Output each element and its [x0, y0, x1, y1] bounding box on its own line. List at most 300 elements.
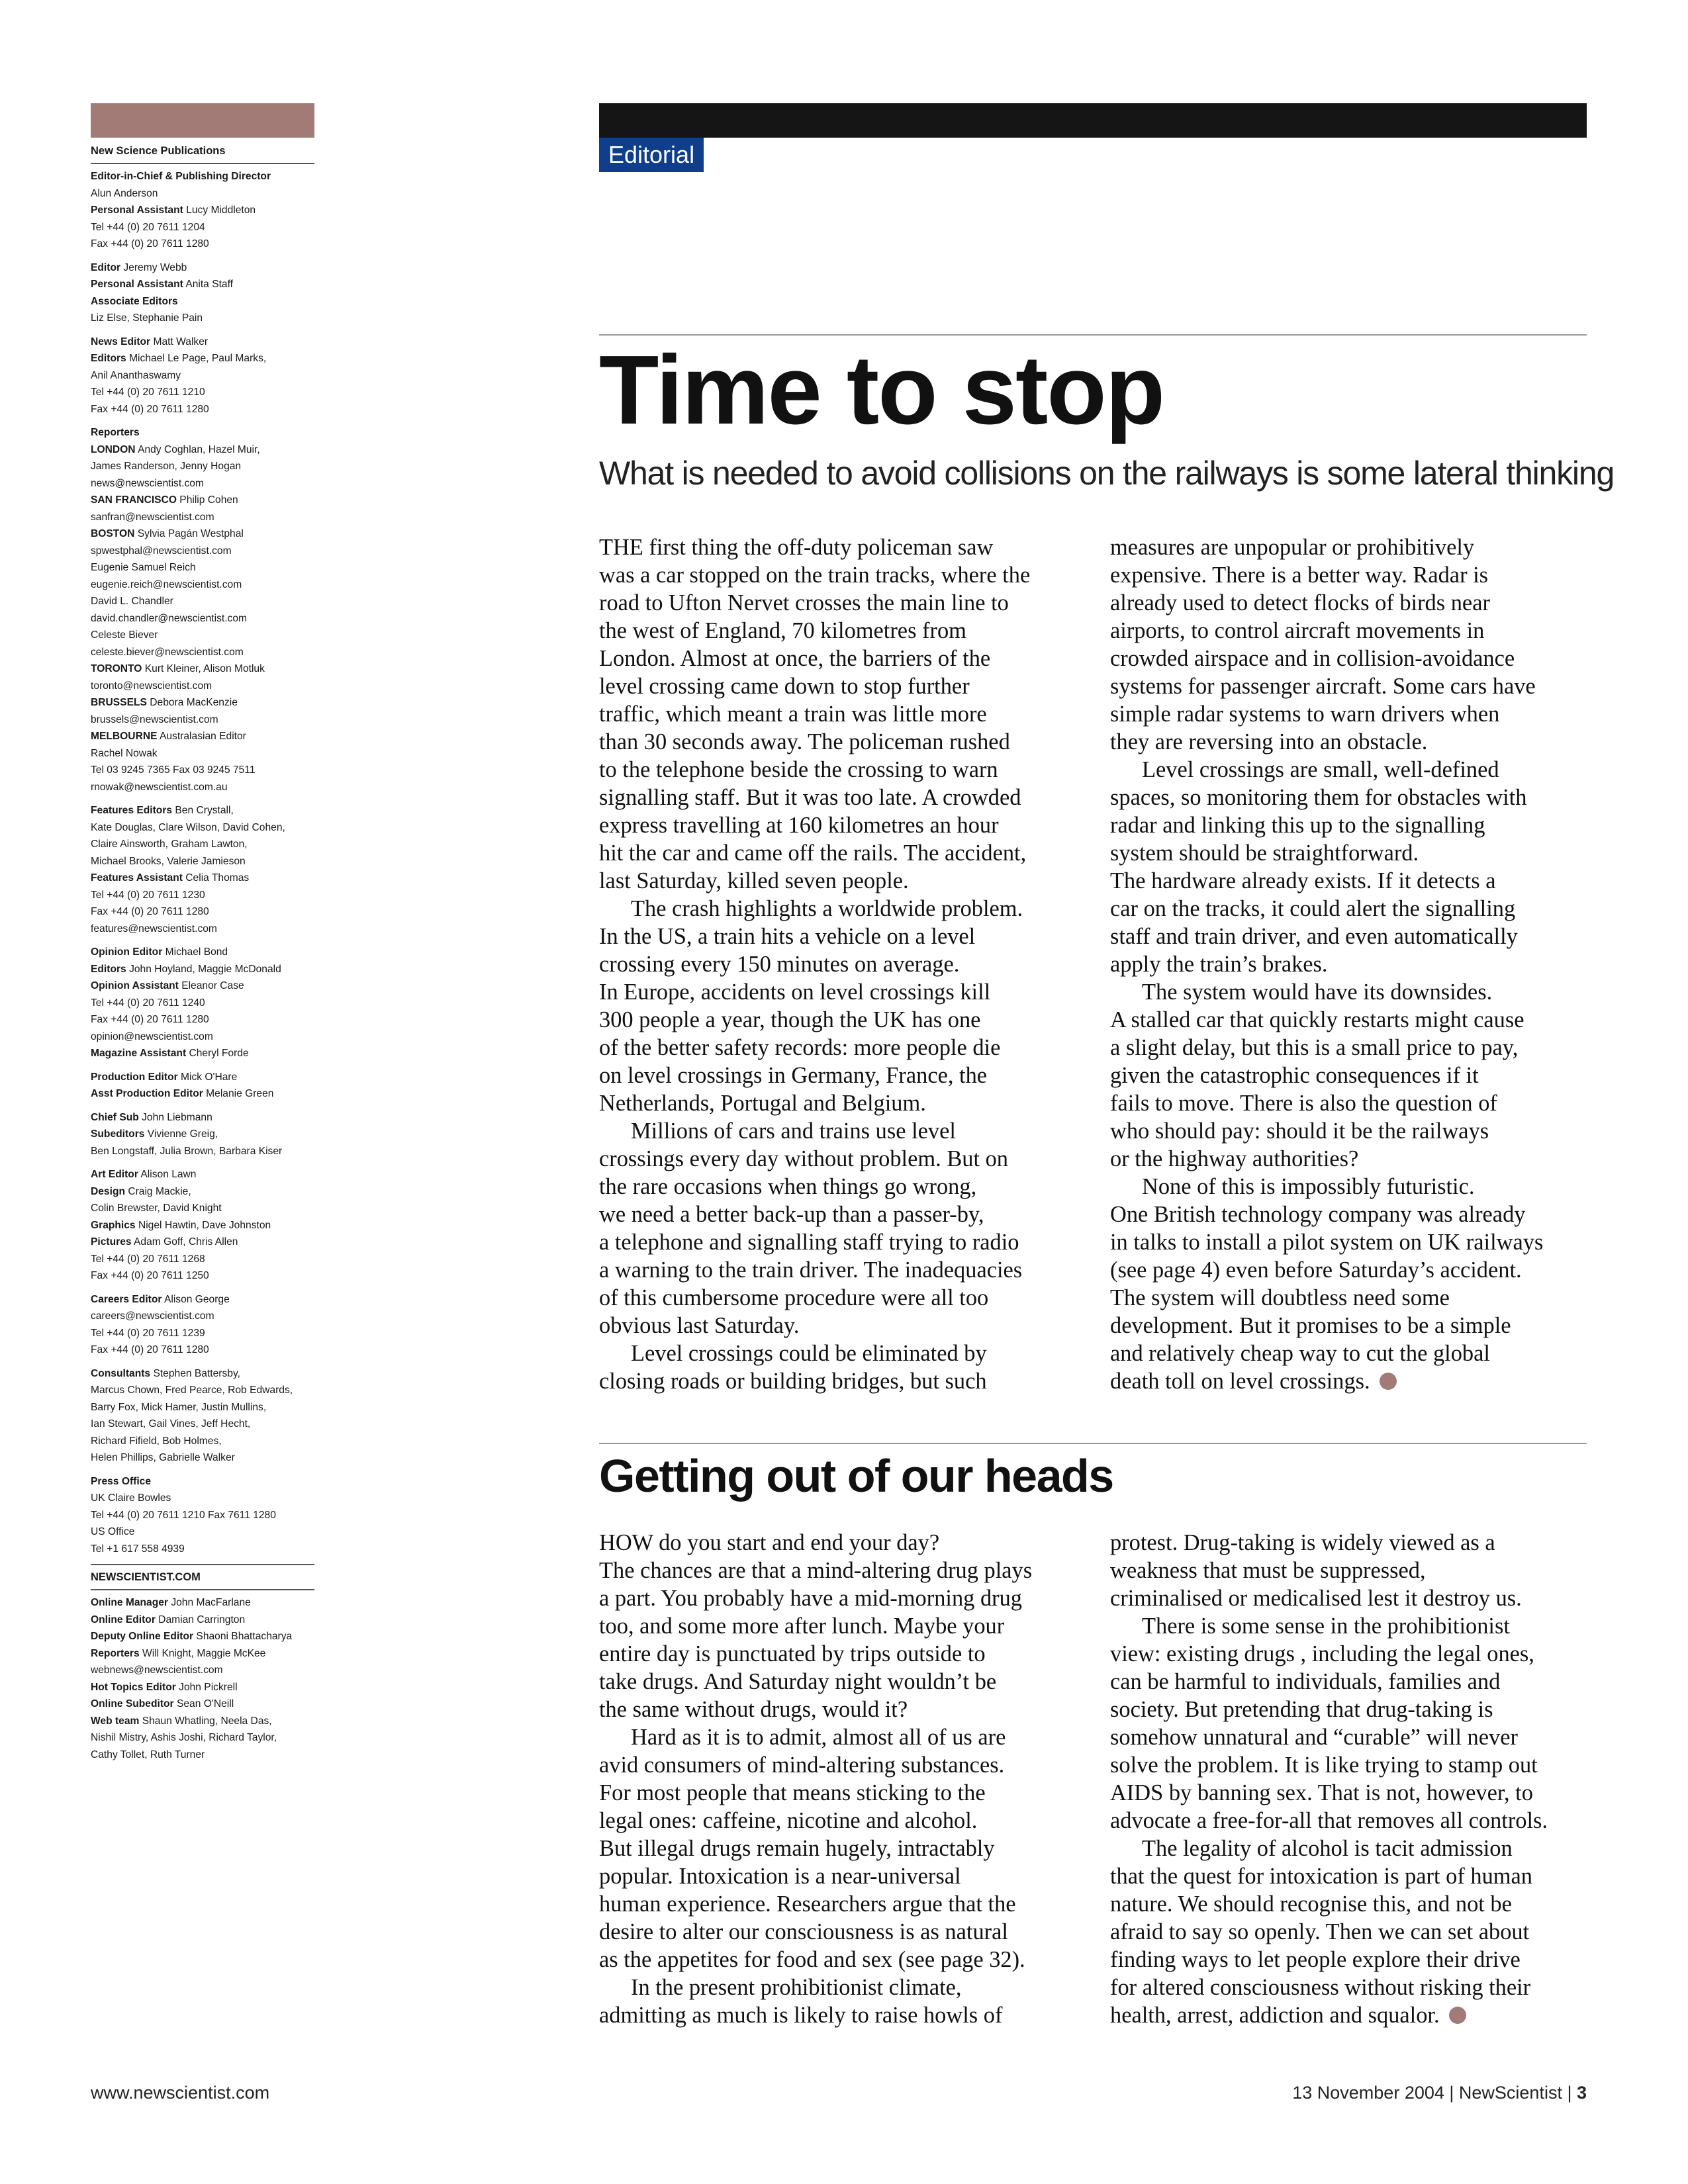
masthead-entry: Ian Stewart, Gail Vines, Jeff Hecht, — [91, 1418, 251, 1430]
article-line — [1110, 1312, 1587, 1340]
article-line-text: advocate a free-for-all that removes all controls. — [1110, 1808, 1548, 1833]
online-staff-list — [91, 1594, 314, 1763]
article-line — [1110, 672, 1587, 700]
article-line — [599, 1228, 1082, 1256]
masthead-entry: Cathy Tollet, Ruth Turner — [91, 1749, 205, 1760]
masthead-line — [91, 492, 314, 509]
article-line-text: Level crossings are small, well-defined — [1142, 757, 1499, 782]
masthead-line — [91, 1747, 314, 1764]
masthead-entry: opinion@newscientist.com — [91, 1030, 213, 1042]
masthead-line — [91, 1612, 314, 1629]
article-line — [599, 617, 1082, 645]
masthead-entry: Helen Phillips, Gabrielle Walker — [91, 1452, 235, 1463]
online-title: NEWSCIENTIST.COM — [91, 1564, 314, 1590]
article-line — [599, 1974, 1082, 2001]
article-line-text: was a car stopped on the train tracks, where the — [599, 563, 1031, 588]
masthead-line — [91, 1729, 314, 1747]
masthead-entry: Michael Le Page, Paul Marks, — [129, 353, 267, 364]
masthead-line — [91, 401, 314, 418]
article-line-text: a telephone and signalling staff trying to radio — [599, 1230, 1019, 1255]
masthead-entry: Tel +44 (0) 20 7611 1230 — [91, 889, 205, 901]
masthead-entry: Will Knight, Maggie McKee — [142, 1647, 266, 1659]
article-line — [599, 589, 1082, 617]
masthead-line — [91, 1365, 314, 1383]
article-line — [1110, 950, 1587, 978]
masthead-entry: Tel +44 (0) 20 7611 1239 — [91, 1327, 205, 1339]
article-line — [599, 1284, 1082, 1312]
article-line-text: The hardware already exists. If it detects a — [1110, 868, 1496, 893]
article-line-text: Millions of cars and trains use level — [631, 1118, 956, 1144]
footer-date — [1258, 2081, 1587, 2105]
masthead-line — [91, 1109, 314, 1126]
article-line-text: Level crossings could be eliminated by — [631, 1341, 987, 1366]
article-line — [599, 561, 1082, 589]
article-line-text: In Europe, accidents on level crossings kill — [599, 979, 991, 1005]
masthead-entry: news@newscientist.com — [91, 477, 204, 489]
masthead-entry: Ben Longstaff, Julia Brown, Barbara Kiser — [91, 1145, 283, 1157]
article-column — [599, 1529, 1082, 2029]
article-subhead: What is needed to avoid collisions on the railways is some lateral thinking — [599, 455, 1615, 492]
masthead-entry: careers@newscientist.com — [91, 1310, 214, 1322]
article-line — [1110, 533, 1587, 561]
masthead-block — [91, 259, 314, 327]
article-line — [599, 1340, 1082, 1367]
masthead-line — [91, 1662, 314, 1679]
masthead-role: Features Assistant — [91, 872, 183, 884]
masthead-line — [91, 1183, 314, 1201]
article-line-text: The crash highlights a worldwide problem. — [631, 896, 1023, 921]
masthead-line — [91, 1267, 314, 1285]
masthead-entry: Fax +44 (0) 20 7611 1280 — [91, 1014, 209, 1025]
article-line — [1110, 1062, 1587, 1089]
article-line-text: measures are unpopular or prohibitively — [1110, 535, 1475, 560]
masthead-entry: Damian Carrington — [158, 1614, 246, 1625]
masthead-role: Editor — [91, 261, 121, 273]
masthead-entry: John MacFarlane — [171, 1597, 251, 1608]
article-line-text: traffic, which meant a train was little more — [599, 702, 987, 727]
article-line — [1110, 1173, 1587, 1201]
masthead-line — [91, 903, 314, 921]
article-line-text: human experience. Researchers argue that the — [599, 1891, 1016, 1917]
masthead-entry: sanfran@newscientist.com — [91, 511, 214, 523]
masthead-line — [91, 1679, 314, 1696]
masthead-entry: spwestphal@newscientist.com — [91, 545, 232, 557]
article-line-text: level crossing came down to stop further — [599, 674, 970, 699]
masthead-entry: Michael Bond — [165, 946, 228, 958]
masthead-entry: rnowak@newscientist.com.au — [91, 781, 228, 793]
article-line-text: crowded airspace and in collision-avoidance — [1110, 646, 1515, 671]
article-line — [1110, 617, 1587, 645]
masthead-line — [91, 1308, 314, 1325]
masthead-line — [91, 921, 314, 938]
article-line — [1110, 1946, 1587, 1974]
masthead-role: Deputy Online Editor — [91, 1631, 194, 1642]
masthead-entry: Stephen Battersby, — [153, 1367, 240, 1379]
masthead-line — [91, 995, 314, 1012]
article-line — [599, 1256, 1082, 1284]
masthead-entry: Fax +44 (0) 20 7611 1280 — [91, 906, 209, 917]
masthead-block — [91, 1365, 314, 1467]
masthead-role: Pictures — [91, 1236, 132, 1248]
article-line — [599, 1201, 1082, 1228]
masthead-line — [91, 762, 314, 779]
article-line-text: admitting as much is likely to raise howls of — [599, 2003, 1003, 2028]
masthead-entry: Fax +44 (0) 20 7611 1250 — [91, 1270, 209, 1281]
masthead-entry: david.chandler@newscientist.com — [91, 612, 247, 624]
article-line-text: and relatively cheap way to cut the global — [1110, 1341, 1490, 1366]
masthead-entry: Sylvia Pagán Westphal — [137, 528, 244, 539]
masthead-line — [91, 1507, 314, 1524]
masthead-role: Reporters — [91, 427, 140, 438]
masthead-block — [91, 1473, 314, 1558]
masthead-line — [91, 1416, 314, 1433]
article-line — [599, 1640, 1082, 1668]
masthead-line — [91, 836, 314, 853]
masthead-line — [91, 1628, 314, 1645]
article-line — [599, 978, 1082, 1006]
article-line-text: obvious last Saturday. — [599, 1313, 800, 1338]
article-line — [599, 1006, 1082, 1034]
masthead-entry: features@newscientist.com — [91, 923, 217, 934]
article-line-text: A stalled car that quickly restarts might cause — [1110, 1007, 1524, 1032]
masthead-role: Editors — [91, 963, 126, 975]
masthead-role: Subeditors — [91, 1128, 145, 1140]
article-line — [1110, 1006, 1587, 1034]
masthead-line — [91, 678, 314, 695]
article-line — [1110, 1862, 1587, 1890]
masthead-line — [91, 1166, 314, 1183]
article-line-text: a slight delay, but this is a small price to pay, — [1110, 1035, 1519, 1060]
masthead-line — [91, 543, 314, 560]
masthead-role: SAN FRANCISCO — [91, 494, 177, 506]
masthead-line — [91, 219, 314, 236]
masthead-line — [91, 1342, 314, 1359]
masthead-role: Magazine Assistant — [91, 1048, 187, 1059]
article-line — [599, 1062, 1082, 1089]
masthead-entry: Rachel Nowak — [91, 747, 158, 759]
article-line — [1110, 1974, 1587, 2001]
article-line-text: 300 people a year, though the UK has one — [599, 1007, 981, 1032]
article-line-text: express travelling at 160 kilometres an hour — [599, 813, 999, 838]
masthead-entry: Alison Lawn — [140, 1169, 197, 1180]
masthead-role: Graphics — [91, 1219, 136, 1231]
masthead-role: Production Editor — [91, 1071, 178, 1083]
masthead-line — [91, 1541, 314, 1558]
article-line — [1110, 1089, 1587, 1117]
masthead-line — [91, 1200, 314, 1217]
masthead-line — [91, 1045, 314, 1062]
masthead-entry: Tel +44 (0) 20 7611 1240 — [91, 997, 205, 1009]
article-line-text: system should be straightforward. — [1110, 841, 1419, 866]
article-line-text: view: existing drugs , including the legal ones, — [1110, 1641, 1534, 1666]
masthead-color-bar — [91, 103, 314, 138]
masthead-entry: eugenie.reich@newscientist.com — [91, 578, 242, 590]
masthead-role: Editor-in-Chief & Publishing Director — [91, 171, 271, 182]
article-line-text: THE first thing the off-duty policeman saw — [599, 535, 994, 560]
masthead-entry: Jeremy Webb — [123, 261, 187, 273]
masthead-line — [91, 276, 314, 293]
masthead-entry: Eugenie Samuel Reich — [91, 562, 196, 573]
article-headline: Time to stop — [599, 336, 1164, 445]
masthead-entry: Richard Fifield, Bob Holmes, — [91, 1435, 222, 1447]
article-line — [1110, 1612, 1587, 1640]
article-line — [1110, 1696, 1587, 1723]
masthead-entry: Liz Else, Stephanie Pain — [91, 312, 203, 324]
masthead-entry: Melanie Green — [206, 1088, 274, 1099]
article-line — [1110, 1201, 1587, 1228]
article-line — [1110, 1145, 1587, 1173]
masthead-line — [91, 334, 314, 351]
article-line-text: expensive. There is a better way. Radar is — [1110, 563, 1489, 588]
masthead-line — [91, 1524, 314, 1541]
masthead-entry: Craig Mackie, — [128, 1185, 191, 1197]
masthead-role: Online Manager — [91, 1597, 168, 1608]
article-line-text: to the telephone beside the crossing to warn — [599, 757, 998, 782]
masthead-entry: brussels@newscientist.com — [91, 713, 218, 725]
article-line-text: For most people that means sticking to the — [599, 1780, 986, 1805]
masthead-entry: John Liebmann — [142, 1111, 212, 1123]
article-line-text: In the US, a train hits a vehicle on a level — [599, 924, 976, 949]
article-line-text: the west of England, 70 kilometres from — [599, 618, 966, 643]
article-line — [1110, 1584, 1587, 1612]
masthead-line — [91, 475, 314, 492]
masthead-line — [91, 961, 314, 978]
masthead-role: Asst Production Editor — [91, 1088, 203, 1099]
masthead-entry: Alun Anderson — [91, 187, 158, 199]
masthead-line — [91, 559, 314, 576]
masthead-entry: James Randerson, Jenny Hogan — [91, 461, 242, 472]
masthead-block — [91, 168, 314, 253]
masthead-line — [91, 944, 314, 961]
article-line-text: last Saturday, killed seven people. — [599, 868, 909, 893]
masthead-line — [91, 1325, 314, 1342]
masthead-line — [91, 1433, 314, 1450]
article-line-text: the rare occasions when things go wrong, — [599, 1174, 977, 1199]
masthead-entry: Philip Cohen — [179, 494, 238, 506]
article-line — [599, 784, 1082, 811]
masthead-entry: Andy Coghlan, Hazel Muir, — [138, 443, 260, 455]
article-column — [1110, 533, 1587, 1395]
article-line-text: we need a better back-up than a passer-by, — [599, 1202, 984, 1227]
masthead-block — [91, 334, 314, 418]
article-line — [599, 700, 1082, 728]
article-line-text: somehow unnatural and “curable” will never — [1110, 1725, 1518, 1750]
masthead-line — [91, 424, 314, 441]
article-line — [599, 1835, 1082, 1862]
masthead-role: Personal Assistant — [91, 279, 183, 290]
article-line — [599, 950, 1082, 978]
article-line — [1110, 756, 1587, 784]
article-line-text: protest. Drug-taking is widely viewed as a — [1110, 1530, 1495, 1555]
article-line — [1110, 645, 1587, 672]
article-line-text: solve the problem. It is like trying to stamp out — [1110, 1752, 1538, 1778]
article-line — [599, 1557, 1082, 1584]
masthead-entry: Colin Brewster, David Knight — [91, 1203, 222, 1214]
article-line-text: signalling staff. But it was too late. A crowded — [599, 785, 1021, 810]
article-line — [599, 2001, 1082, 2029]
article-line-text: apply the train’s brakes. — [1110, 952, 1328, 977]
article-line — [599, 672, 1082, 700]
article-line — [1110, 839, 1587, 867]
article-line-text: Hard as it is to admit, almost all of us are — [631, 1725, 1006, 1750]
article-line-text: spaces, so monitoring them for obstacles with — [1110, 785, 1527, 810]
masthead-line — [91, 525, 314, 543]
article-line-text: But illegal drugs remain hugely, intractably — [599, 1836, 995, 1861]
article-line — [1110, 895, 1587, 923]
article-line — [1110, 1367, 1587, 1395]
article-line — [599, 923, 1082, 950]
masthead-line — [91, 1645, 314, 1662]
masthead-line — [91, 802, 314, 819]
article-line-text: afraid to say so openly. Then we can set about — [1110, 1919, 1530, 1944]
masthead-role: Consultants — [91, 1367, 151, 1379]
article-line-text: of the better safety records: more people die — [599, 1035, 1001, 1060]
masthead-role: MELBOURNE — [91, 731, 158, 742]
masthead-entry: Nigel Hawtin, Dave Johnston — [138, 1219, 271, 1231]
masthead-entry: Michael Brooks, Valerie Jamieson — [91, 855, 246, 867]
article-line-text: London. Almost at once, the barriers of the — [599, 646, 991, 671]
article-line — [599, 1584, 1082, 1612]
footer-date-text: 13 November 2004 | NewScientist | — [1292, 2083, 1577, 2103]
masthead-line — [91, 293, 314, 310]
article-headline: Getting out of our heads — [599, 1450, 1113, 1502]
masthead-entry: Australasian Editor — [159, 731, 246, 742]
masthead-role: Editors — [91, 353, 126, 364]
article-line-text: who should pay: should it be the railways — [1110, 1118, 1489, 1144]
masthead-role: BRUSSELS — [91, 697, 147, 708]
article-line — [599, 1668, 1082, 1696]
masthead-line — [91, 1473, 314, 1490]
section-label: Editorial — [599, 138, 704, 172]
article-line-text: AIDS by banning sex. That is not, however, to — [1110, 1780, 1533, 1805]
masthead-block — [91, 944, 314, 1062]
article-line — [599, 1173, 1082, 1201]
article-line-text: The chances are that a mind-altering drug plays — [599, 1558, 1033, 1583]
masthead-entry: Ben Crystall, — [175, 805, 234, 816]
masthead-role: Associate Editors — [91, 295, 178, 307]
article-line — [1110, 1779, 1587, 1807]
article-line-text: The system will doubtless need some — [1110, 1285, 1450, 1310]
masthead-role: BOSTON — [91, 528, 135, 539]
article-line-text: death toll on level crossings. — [1110, 1369, 1370, 1394]
article-line — [599, 1918, 1082, 1946]
masthead-block — [91, 1069, 314, 1103]
article-line — [599, 1696, 1082, 1723]
masthead-line — [91, 168, 314, 185]
article-line — [599, 1723, 1082, 1751]
masthead-entry: David L. Chandler — [91, 596, 173, 607]
masthead-line — [91, 236, 314, 253]
article-line — [1110, 700, 1587, 728]
article-line — [599, 1367, 1082, 1395]
article-column — [599, 533, 1082, 1395]
article-line-text: road to Ufton Nervet crosses the main line to — [599, 590, 1009, 615]
article-line-text: HOW do you start and end your day? — [599, 1530, 940, 1555]
masthead-entry: Debora MacKenzie — [150, 697, 238, 708]
page-number: 3 — [1576, 2083, 1587, 2103]
masthead-entry: UK Claire Bowles — [91, 1492, 171, 1504]
masthead-entry: Barry Fox, Mick Hamer, Justin Mullins, — [91, 1401, 267, 1413]
article-line — [599, 839, 1082, 867]
masthead-role: Web team — [91, 1715, 140, 1727]
article-line-text: on level crossings in Germany, France, the — [599, 1063, 988, 1088]
masthead-entry: Fax +44 (0) 20 7611 1280 — [91, 403, 209, 415]
article-line-text: the same without drugs, would it? — [599, 1697, 908, 1722]
footer-url: www.newscientist.com — [91, 2083, 270, 2103]
article-line — [1110, 1529, 1587, 1557]
article-line-text: The legality of alcohol is tacit admission — [1142, 1836, 1513, 1861]
article-line — [1110, 1557, 1587, 1584]
masthead-entry: Tel +1 617 558 4939 — [91, 1543, 185, 1555]
masthead-line — [91, 593, 314, 610]
masthead-entry: US Office — [91, 1526, 135, 1537]
masthead-entry: Shaun Whatling, Neela Das, — [142, 1715, 272, 1727]
masthead-entry: Marcus Chown, Fred Pearce, Rob Edwards, — [91, 1385, 293, 1396]
masthead-role: Online Subeditor — [91, 1698, 174, 1709]
article-line-text: as the appetites for food and sex (see page 32). — [599, 1947, 1025, 1972]
article-line — [599, 1145, 1082, 1173]
article-line — [599, 728, 1082, 756]
article-line — [1110, 1807, 1587, 1835]
article-line — [1110, 1668, 1587, 1696]
masthead-line — [91, 745, 314, 762]
masthead-block — [91, 424, 314, 796]
masthead-role: News Editor — [91, 336, 151, 347]
article-line — [599, 1862, 1082, 1890]
masthead-title: New Science Publications — [91, 142, 314, 164]
masthead-line — [91, 1449, 314, 1467]
masthead-entry: Tel 03 9245 7365 Fax 03 9245 7511 — [91, 764, 256, 776]
masthead-line — [91, 1234, 314, 1251]
article-line-text: too, and some more after lunch. Maybe your — [599, 1614, 1005, 1639]
masthead-entry: Sean O'Neill — [176, 1698, 234, 1709]
masthead-entry: Kate Douglas, Clare Wilson, David Cohen, — [91, 821, 285, 833]
article-line-text: for altered consciousness without risking their — [1110, 1975, 1531, 2000]
masthead-role: Online Editor — [91, 1614, 156, 1625]
masthead-line — [91, 185, 314, 203]
article-line-text: Netherlands, Portugal and Belgium. — [599, 1091, 926, 1116]
masthead-role: Art Editor — [91, 1169, 138, 1180]
article-line — [1110, 1640, 1587, 1668]
article-line-text: given the catastrophic consequences if it — [1110, 1063, 1479, 1088]
article-line-text: of this cumbersome procedure were all too — [599, 1285, 989, 1310]
article-line-text: In the present prohibitionist climate, — [631, 1975, 962, 2000]
article-line — [1110, 1751, 1587, 1779]
article-line — [1110, 1034, 1587, 1062]
article-line-text: a part. You probably have a mid-morning drug — [599, 1586, 1022, 1611]
article-line — [599, 895, 1082, 923]
masthead-line — [91, 1143, 314, 1160]
article-line — [599, 1312, 1082, 1340]
article-line-text: entire day is punctuated by trips outside to — [599, 1641, 986, 1666]
masthead-entry: Tel +44 (0) 20 7611 1210 — [91, 387, 205, 398]
article-line-text: staff and train driver, and even automatically — [1110, 924, 1518, 949]
masthead-entry: Anita Staff — [185, 279, 233, 290]
article-line — [1110, 1340, 1587, 1367]
masthead-line — [91, 1713, 314, 1730]
article-line — [599, 1751, 1082, 1779]
article-line-text: closing roads or building bridges, but such — [599, 1369, 987, 1394]
masthead-role: Design — [91, 1185, 125, 1197]
end-of-article-dot-icon — [1380, 1373, 1397, 1390]
article-line — [599, 867, 1082, 895]
masthead-block — [91, 1109, 314, 1160]
masthead-entry: Tel +44 (0) 20 7611 1210 Fax 7611 1280 — [91, 1509, 276, 1521]
article-line-text: simple radar systems to warn drivers when — [1110, 702, 1500, 727]
article-line — [599, 1807, 1082, 1835]
article-line — [1110, 1890, 1587, 1918]
masthead-line — [91, 259, 314, 277]
